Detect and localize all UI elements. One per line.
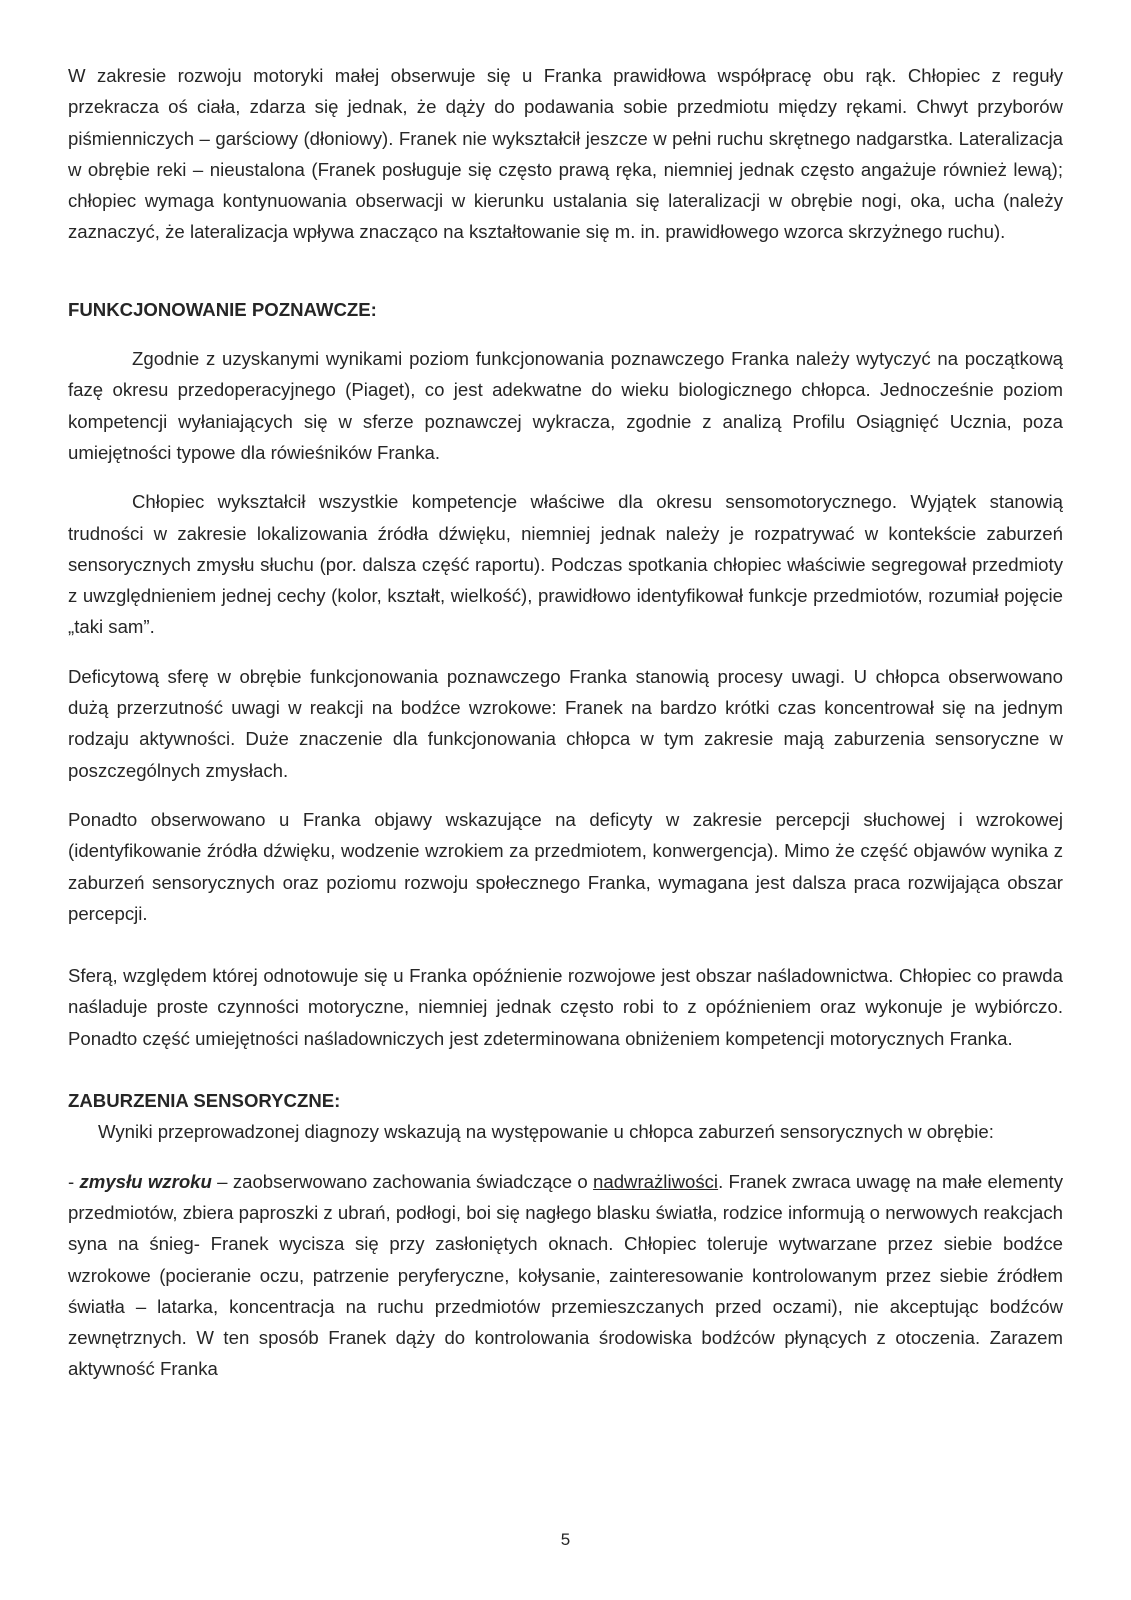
vision-mid: – zaobserwowano zachowania świadczące o bbox=[211, 1170, 594, 1192]
paragraph-imitation: Sferą, względem której odnotowuje się u Franka opóźnienie rozwojowe jest obszar naśladownictwa. Chłopiec co prawda naśladuje proste czynności motoryczne, niemniej jednak często robi to z opóźnieniem oraz wykonuje je wybiórczo. Ponadto część umiejętności naśladowniczych jest zdeterminowana obniżeniem kompetencji motorycznych Franka. bbox=[68, 965, 1063, 1049]
document-page bbox=[68, 60, 1063, 1385]
page-number: 5 bbox=[560, 1530, 571, 1549]
vision-term: zmysłu wzroku bbox=[79, 1170, 212, 1192]
paragraph-perception: Ponadto obserwowano u Franka objawy wskazujące na deficyty w zakresie percepcji słuchowej i wzrokowej (identyfikowanie źródła dźwięku, wodzenie wzrokiem za przedmiotem, konwergencja). Mimo że część objawów wynika z zaburzeń sensorycznych oraz poziomu rozwoju społecznego Franka, wymagana jest dalsza praca rozwijająca obszar percepcji. bbox=[68, 808, 1063, 924]
vision-prefix: - bbox=[68, 1170, 80, 1192]
vision-hypersensitivity: nadwrażliwości bbox=[593, 1170, 719, 1192]
heading-sensory-disorders: ZABURZENIA SENSORYCZNE: bbox=[68, 1090, 341, 1112]
heading-cognitive-functioning: FUNKCJONOWANIE POZNAWCZE: bbox=[68, 298, 377, 320]
paragraph-attention: Deficytową sferę w obrębie funkcjonowania poznawczego Franka stanowią procesy uwagi. U chłopca obserwowano dużą przerzutność uwagi w reakcji na bodźce wzrokowe: Franek na bardzo krótki czas koncentrował się na jednym rodzaju aktywności. Duże znaczenie dla funkcjonowania chłopca w tym zakresie mają zaburzenia sensoryczne w poszczególnych zmysłach. bbox=[68, 665, 1063, 781]
paragraph-sensory-intro: Wyniki przeprowadzonej diagnozy wskazują na występowanie u chłopca zaburzeń sensorycznych w obrębie: bbox=[98, 1121, 994, 1143]
paragraph-vision bbox=[68, 1166, 1063, 1385]
paragraph-cognitive-level: Zgodnie z uzyskanymi wynikami poziom funkcjonowania poznawczego Franka należy wytyczyć na początkową fazę okresu przedoperacyjnego (Piaget), co jest adekwatne do wieku biologicznego chłopca. Jednocześnie poziom kompetencji wyłaniających się w sferze poznawczej wykracza, zgodnie z analizą Profilu Osiągnięć Ucznia, poza umiejętności typowe dla rówieśników Franka. bbox=[68, 348, 1063, 463]
paragraph-sensorimotor: Chłopiec wykształcił wszystkie kompetencje właściwe dla okresu sensomotorycznego. Wyjątek stanowią trudności w zakresie lokalizowania źródła dźwięku, niemniej jednak należy je rozpatrywać w kontekście zaburzeń sensorycznych zmysłu słuchu (por. dalsza część raportu). Podczas spotkania chłopiec właściwie segregował przedmioty z uwzględnieniem jednej cechy (kolor, kształt, wielkość), prawidłowo identyfikował funkcje przedmiotów, rozumiał pojęcie „taki sam”. bbox=[68, 491, 1063, 638]
vision-rest: . Franek zwraca uwagę na małe elementy przedmiotów, zbiera paproszki z ubrań, podłogi, boi się nagłego blasku światła, rodzice informują o nerwowych reakcjach syna na śnieg- Franek wycisza się przy zasłoniętych oknach. Chłopiec toleruje wytwarzane przez siebie bodźce wzrokowe (pocieranie oczu, patrzenie peryferyczne, kołysanie, zainteresowanie kontrolowanym przez siebie źródłem światła – latarka, koncentracja na ruchu przedmiotów przemieszczanych przed oczami), nie akceptując bodźców zewnętrznych. W ten sposób Franek dąży do kontrolowania środowiska bodźców płynących z otoczenia. Zarazem aktywność Franka bbox=[68, 1170, 1064, 1380]
paragraph-motor-skills: W zakresie rozwoju motoryki małej obserwuje się u Franka prawidłowa współpracę obu rąk. Chłopiec z reguły przekracza oś ciała, zdarza się jednak, że dąży do podawania sobie przedmiotu między rękami. Chwyt przyborów piśmienniczych – garściowy (dłoniowy). Franek nie wykształcił jeszcze w pełni ruchu skrętnego nadgarstka. Lateralizacja w obrębie reki – nieustalona (Franek posługuje się często prawą ręka, niemniej jednak często angażuje również lewą); chłopiec wymaga kontynuowania obserwacji w kierunku ustalania się lateralizacji w obrębie nogi, oka, ucha (należy zaznaczyć, że lateralizacja wpływa znacząco na kształtowanie się m. in. prawidłowego wzorca skrzyżnego ruchu). bbox=[68, 65, 1063, 243]
